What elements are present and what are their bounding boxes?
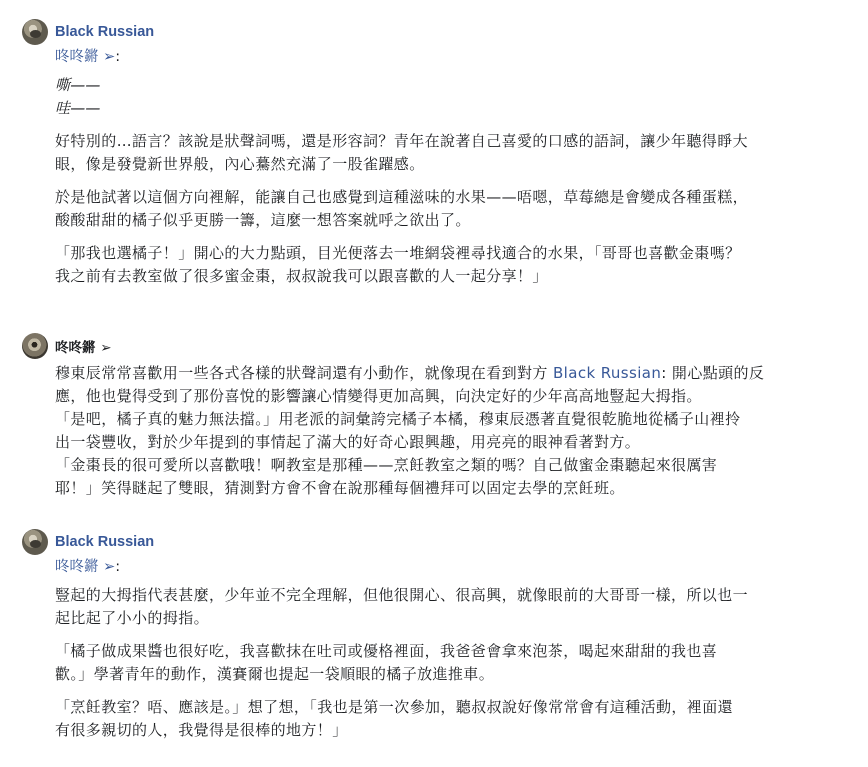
paragraph-line: 好特別的…語言？該說是狀聲詞嗎，還是形容詞？青年在說著自己喜愛的口感的語詞，讓少年聽得睜大 — [55, 132, 749, 150]
paragraph-line: 「金棗長的很可愛所以喜歡哦！啊教室是那種——烹飪教室之類的嗎？自己做蜜金棗聽起來很厲害 — [55, 456, 718, 474]
mention-colon: : — [115, 559, 121, 575]
paragraph-line: 「烹飪教室？唔、應該是。」想了想，「我也是第一次參加，聽叔叔說好像常常會有這種活動，裡面還 — [55, 698, 734, 716]
paragraph-line: 應，他也覺得受到了那份喜悅的影響讓心情變得更加高興，向決定好的少年高高地豎起大拇指。 — [55, 387, 702, 405]
avatar[interactable] — [22, 333, 48, 359]
paragraph-line: 酸酸甜甜的橘子似乎更勝一籌，這麼一想答案就呼之欲出了。 — [55, 211, 471, 229]
paragraph-line: 「那我也選橘子！」開心的大力點頭，目光便落去一堆網袋裡尋找適合的水果，「哥哥也喜歡金棗嗎？ — [55, 244, 741, 262]
author-name[interactable]: Black Russian — [55, 534, 155, 550]
paragraph-line: 豎起的大拇指代表甚麼，少年並不完全理解，但他很開心、很高興，就像眼前的大哥哥一樣，所以也一 — [55, 586, 749, 604]
post-header — [22, 332, 850, 360]
mention-link[interactable]: 咚咚鏘 ➢ — [55, 559, 116, 575]
paragraph-line: 歡。」學著青年的動作，漢賽爾也提起一袋順眼的橘子放進推車。 — [55, 665, 495, 683]
post-body — [55, 578, 850, 742]
paragraph-line: 「橘子做成果醬也很好吃，我喜歡抹在吐司或優格裡面，我爸爸會拿來泡茶，喝起來甜甜的我也喜 — [55, 642, 718, 660]
post-header — [22, 528, 850, 556]
paragraph-line: 有很多親切的人，我覺得是很棒的地方！」 — [55, 721, 348, 739]
mention-colon: : — [115, 49, 121, 65]
post-header — [22, 18, 850, 46]
mention-line — [55, 46, 850, 68]
paragraph-line: 我之前有去教室做了很多蜜金棗，叔叔說我可以跟喜歡的人一起分享！」 — [55, 267, 548, 285]
author-name[interactable]: 咚咚鏘 ➢ — [55, 340, 112, 356]
post-dongdongqiang — [22, 332, 850, 500]
paragraph-line: 「是吧，橘子真的魅力無法擋。」用老派的詞彙誇完橘子本橘，穆東辰憑著直覺很乾脆地從橘子山裡拎 — [55, 410, 741, 428]
mention-line — [55, 556, 850, 578]
post-body — [55, 362, 850, 500]
author-name[interactable]: Black Russian — [55, 24, 155, 40]
mention-link[interactable]: 咚咚鏘 ➢ — [55, 49, 116, 65]
post-body — [55, 68, 850, 288]
paragraph-line: 穆東辰常常喜歡用一些各式各樣的狀聲詞還有小動作，就像現在看到對方 Black Russian: 開心點頭的反 — [55, 364, 765, 382]
paragraph-line: 於是他試著以這個方向裡解，能讓自己也感覺到這種滋味的水果——唔嗯，草莓總是會變成各種蛋糕， — [55, 188, 749, 206]
sfx-line: 嘶—— — [55, 76, 101, 94]
post-black-russian-1 — [22, 18, 850, 288]
avatar[interactable] — [22, 19, 48, 45]
sfx-line: 哇—— — [55, 99, 101, 117]
post-black-russian-2 — [22, 528, 850, 742]
paragraph-line: 起比起了小小的拇指。 — [55, 609, 210, 627]
mention-link[interactable]: Black Russian — [552, 364, 662, 382]
paragraph-line: 耶！」笑得瞇起了雙眼，猜測對方會不會在說那種每個禮拜可以固定去學的烹飪班。 — [55, 479, 625, 497]
paragraph-line: 眼，像是發覺新世界般，內心驀然充滿了一股雀躍感。 — [55, 155, 425, 173]
avatar[interactable] — [22, 529, 48, 555]
paragraph-line: 出一袋豐收，對於少年提到的事情起了滿大的好奇心跟興趣，用亮亮的眼神看著對方。 — [55, 433, 641, 451]
